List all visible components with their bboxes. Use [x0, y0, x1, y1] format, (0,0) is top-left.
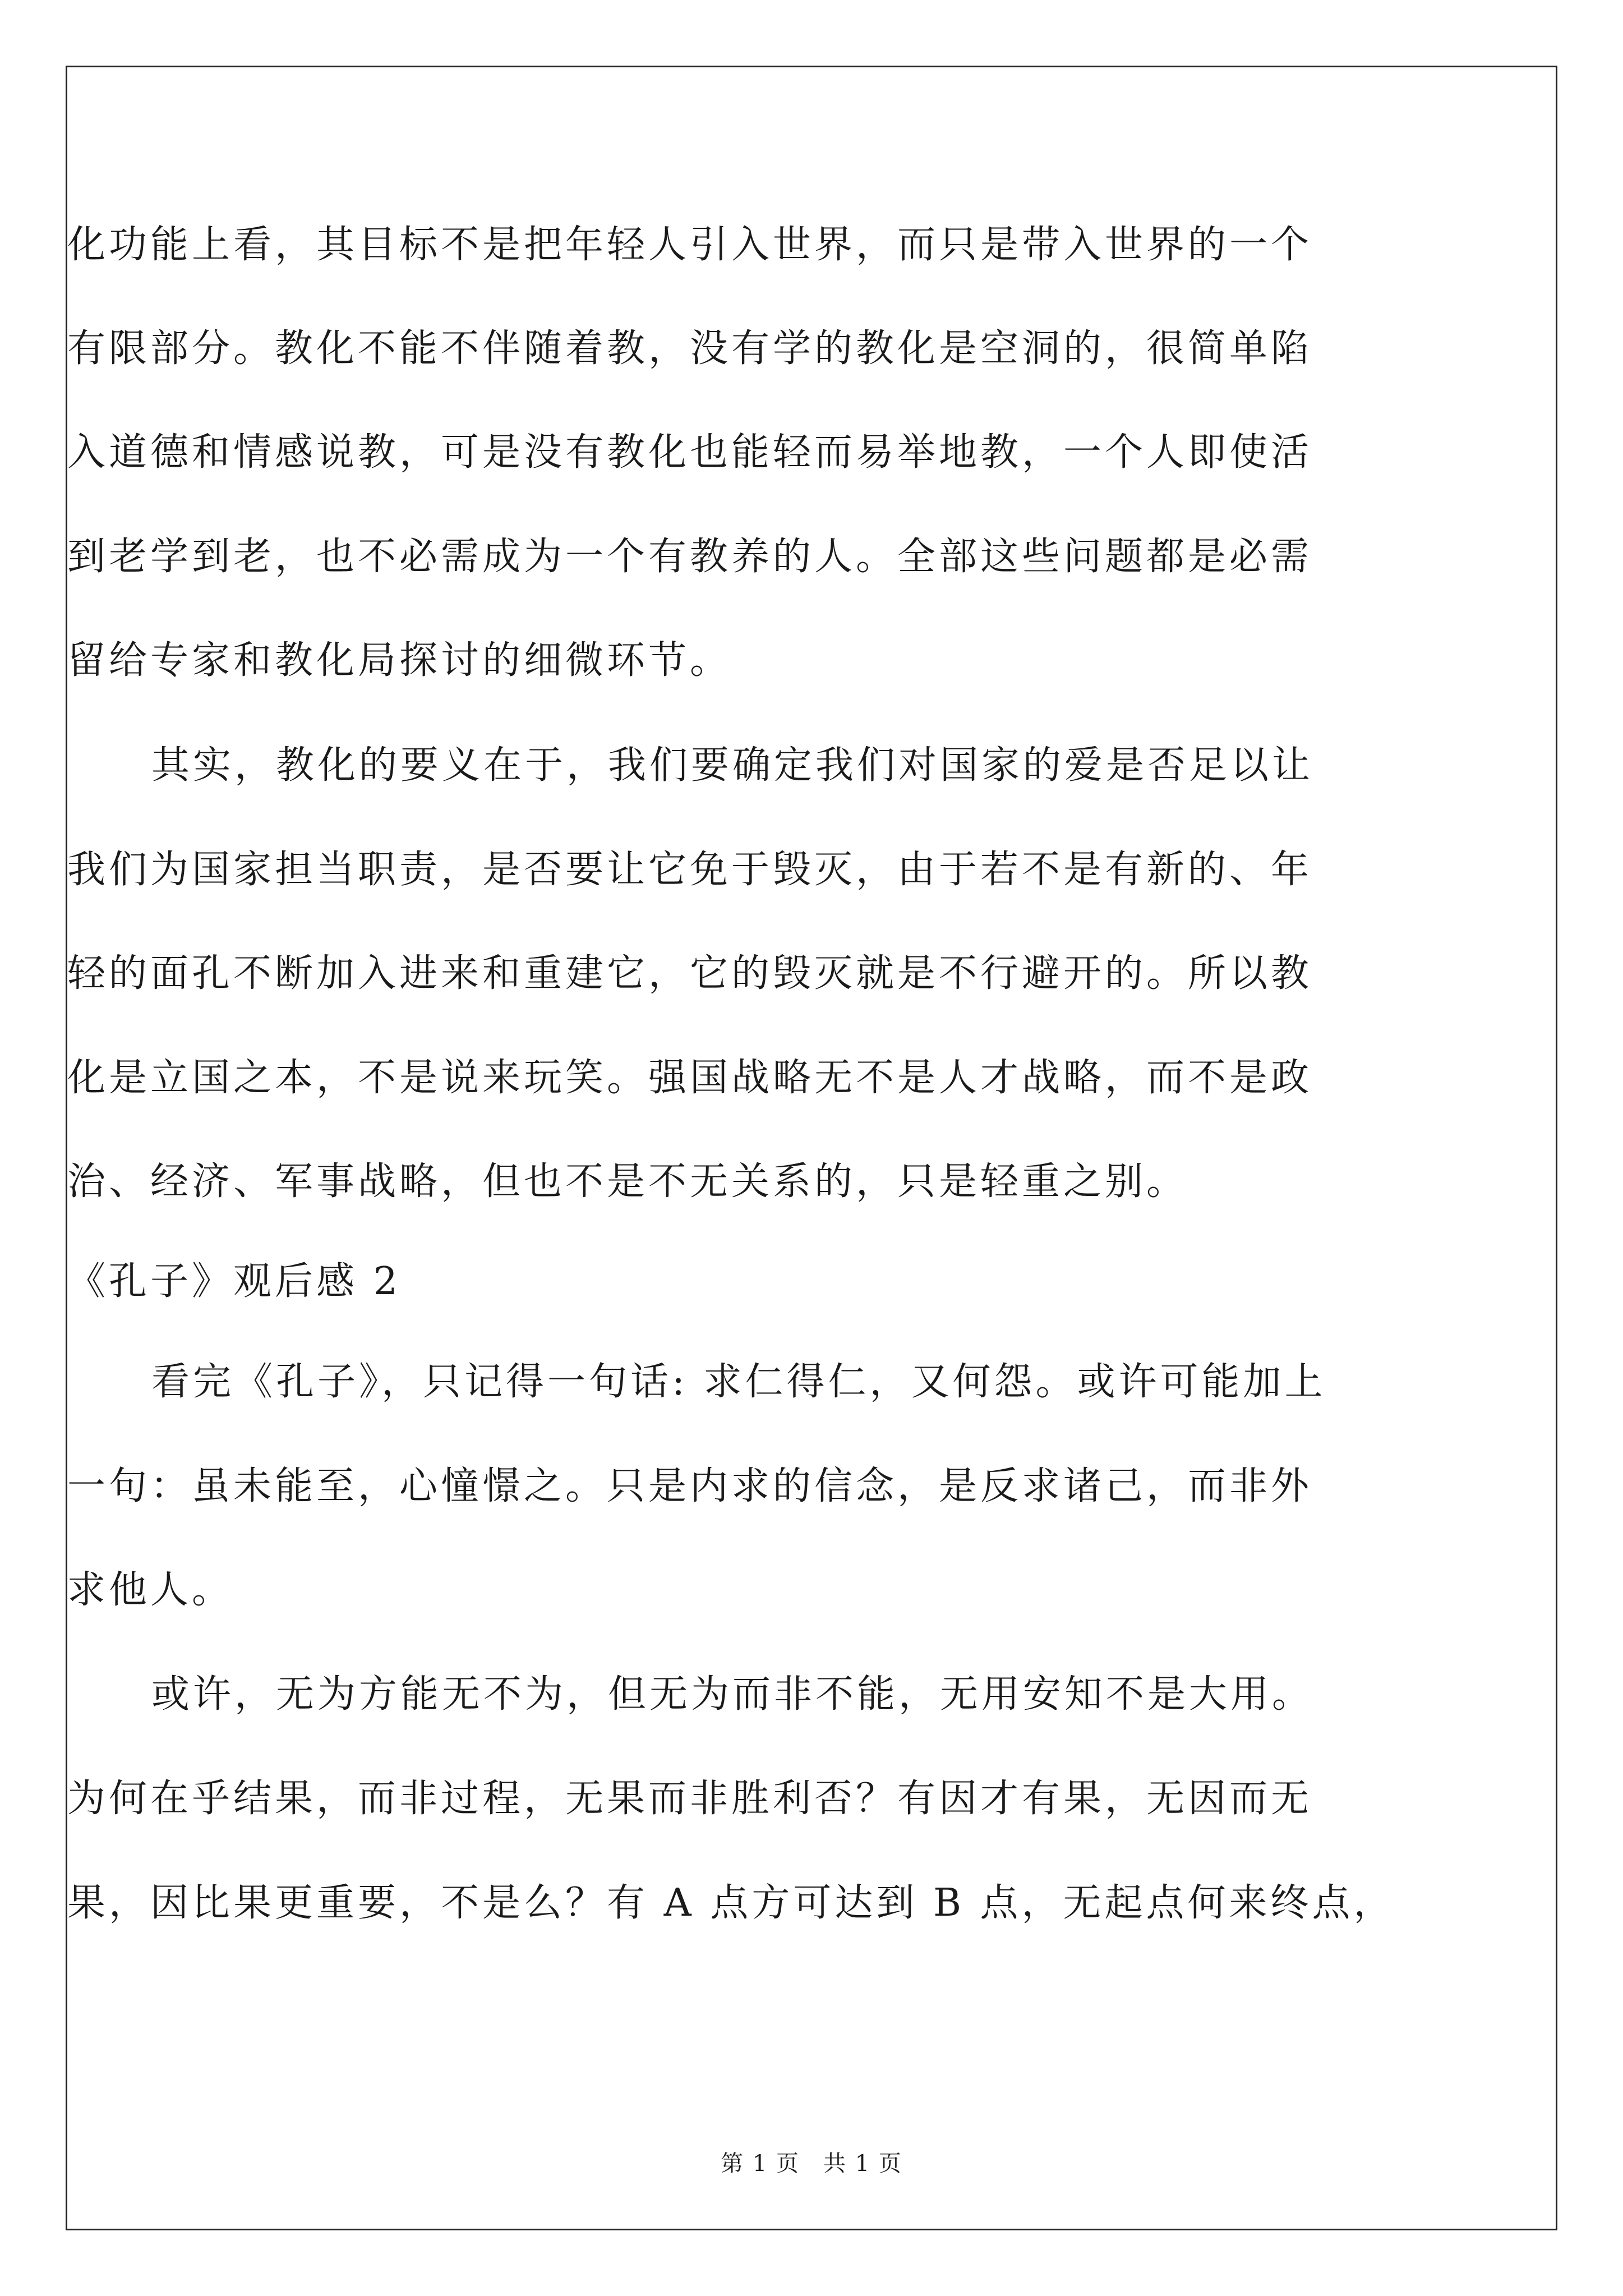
section-heading: 《孔子》观后感 2: [67, 1259, 401, 1304]
text-line: 入道德和情感说教，可是没有教化也能轻而易举地教，一个人即使活: [67, 430, 1313, 475]
paragraph-start-line: 其实，教化的要义在于，我们要确定我们对国家的爱是否足以让: [151, 743, 1314, 788]
text-line: 有限部分。教化不能不伴随着教，没有学的教化是空洞的，很简单陷: [67, 326, 1313, 371]
paragraph-start-line: 看完《孔子》，只记得一句话: 求仁得仁，又何怨。或许可能加上: [151, 1360, 1326, 1404]
text-line: 求他人。: [67, 1568, 234, 1612]
paragraph-start-line: 或许，无为方能无不为，但无为而非不能，无用安知不是大用。: [151, 1672, 1314, 1717]
text-line: 留给专家和教化局探讨的细微环节。: [67, 638, 732, 683]
text-line: 治、经济、军事战略，但也不是不无关系的，只是轻重之别。: [67, 1159, 1188, 1204]
text-line: 果，因比果更重要，不是么？有 A 点方可达到 B 点，无起点何来终点，: [67, 1881, 1395, 1925]
text-line: 到老学到老，也不必需成为一个有教养的人。全部这些问题都是必需: [67, 535, 1313, 579]
text-line: 为何在乎结果，而非过程，无果而非胜利否？有因才有果，无因而无: [67, 1777, 1313, 1821]
page-footer: 第 1 页 共 1 页: [721, 2151, 902, 2177]
text-line: 轻的面孔不断加入进来和重建它，它的毁灭就是不行避开的。所以教: [67, 951, 1313, 996]
text-line: 我们为国家担当职责，是否要让它免于毁灭，由于若不是有新的、年: [67, 848, 1313, 892]
text-line: 一句：虽未能至，心憧憬之。只是内求的信念，是反求诸己，而非外: [67, 1464, 1313, 1508]
text-line: 化是立国之本，不是说来玩笑。强国战略无不是人才战略，而不是政: [67, 1056, 1313, 1100]
text-line: 化功能上看，其目标不是把年轻人引入世界，而只是带入世界的一个: [67, 223, 1313, 267]
